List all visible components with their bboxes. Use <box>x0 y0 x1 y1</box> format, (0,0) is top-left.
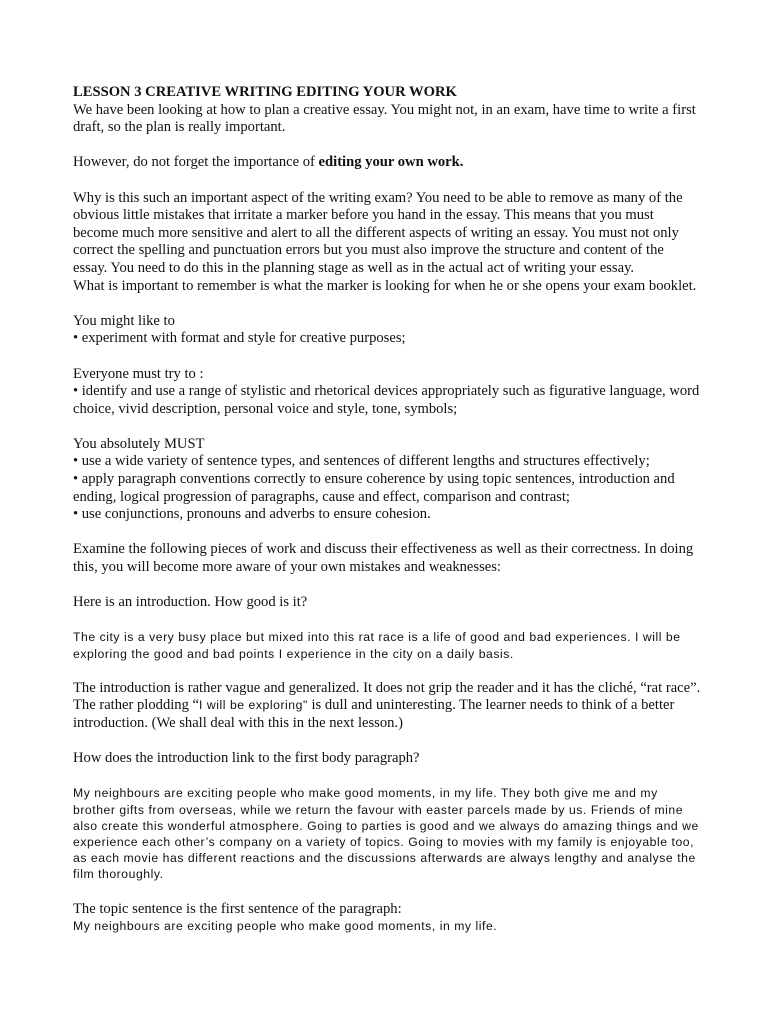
editing-emphasis: editing your own work. <box>318 154 464 171</box>
intro-question: Here is an introduction. How good is it? <box>73 594 308 611</box>
must-item-3: • use conjunctions, pronouns and adverbs to ensure cohesion. <box>73 506 431 523</box>
everyone-heading: Everyone must try to : <box>73 365 204 382</box>
critique-quote: I will be exploring" <box>199 698 308 713</box>
critique-text-end: is dull and uninteresting. The learner needs to think of a better introduction. (We shall deal with this in the next lesson.) <box>73 697 675 731</box>
examine-paragraph: Examine the following pieces of work and discuss their effectiveness as well as their correctness. In doing this, you will become more aware of your own mistakes and weaknesses: <box>73 541 694 576</box>
sample-body-paragraph: My neighbours are exciting people who make good moments, in my life. They both give me and my brother gifts from overseas, while we return the favour with easter parcels made by us. Friends of mine also create this wonderful atmosphere. Going to parties is good and we always do amazing things and we experience each other’s company on a variety of topics. Going to movies with my family is enjoyable too, as each movie has different reactions and the discussions afterwards are always lengthy and analyse the film thoroughly. <box>73 786 699 882</box>
lesson-title: LESSON 3 CREATIVE WRITING EDITING YOUR WORK <box>73 84 457 100</box>
intro-paragraph: We have been looking at how to plan a creative essay. You might not, in an exam, have time to write a first draft, so the plan is really important. <box>73 101 696 136</box>
must-item-2: • apply paragraph conventions correctly to ensure coherence by using topic sentences, introduction and ending, logical progression of paragraphs, cause and effect, comparison and contrast; <box>73 471 675 505</box>
link-question: How does the introduction link to the first body paragraph? <box>73 750 420 767</box>
marker-paragraph: What is important to remember is what the marker is looking for when he or she opens your exam booklet. <box>73 277 697 294</box>
sample-introduction: The city is a very busy place but mixed into this rat race is a life of good and bad experiences. I will be exploring the good and bad points I experience in the city on a daily basis. <box>73 630 681 661</box>
topic-sentence: My neighbours are exciting people who make good moments, in my life. <box>73 919 498 934</box>
editing-text: However, do not forget the importance of <box>73 154 319 171</box>
critique-text: The introduction is rather vague and generalized. It does not grip the reader and it has the cliché, “rat race”. The rather plodding “ <box>73 679 701 714</box>
might-item: • experiment with format and style for creative purposes; <box>73 330 406 347</box>
might-heading: You might like to <box>73 312 175 329</box>
editing-paragraph <box>73 154 701 172</box>
document-page <box>73 84 701 934</box>
must-heading: You absolutely MUST <box>73 435 205 452</box>
why-paragraph: Why is this such an important aspect of the writing exam? You need to be able to remove as many of the obvious little mistakes that irritate a marker before you hand in the essay. This means that you must become much more sensitive and alert to all the different aspects of writing an essay. You must not only correct the spelling and punctuation errors but you must also improve the structure and content of the essay. You need to do this in the planning stage as well as in the actual act of writing your essay. <box>73 189 683 276</box>
everyone-item: • identify and use a range of stylistic and rhetorical devices appropriately such as figurative language, word choice, vivid description, personal voice and style, tone, symbols; <box>73 383 700 417</box>
must-item-1: • use a wide variety of sentence types, and sentences of different lengths and structures effectively; <box>73 453 650 470</box>
topic-sentence-label: The topic sentence is the first sentence of the paragraph: <box>73 900 402 917</box>
critique-paragraph <box>73 680 701 733</box>
